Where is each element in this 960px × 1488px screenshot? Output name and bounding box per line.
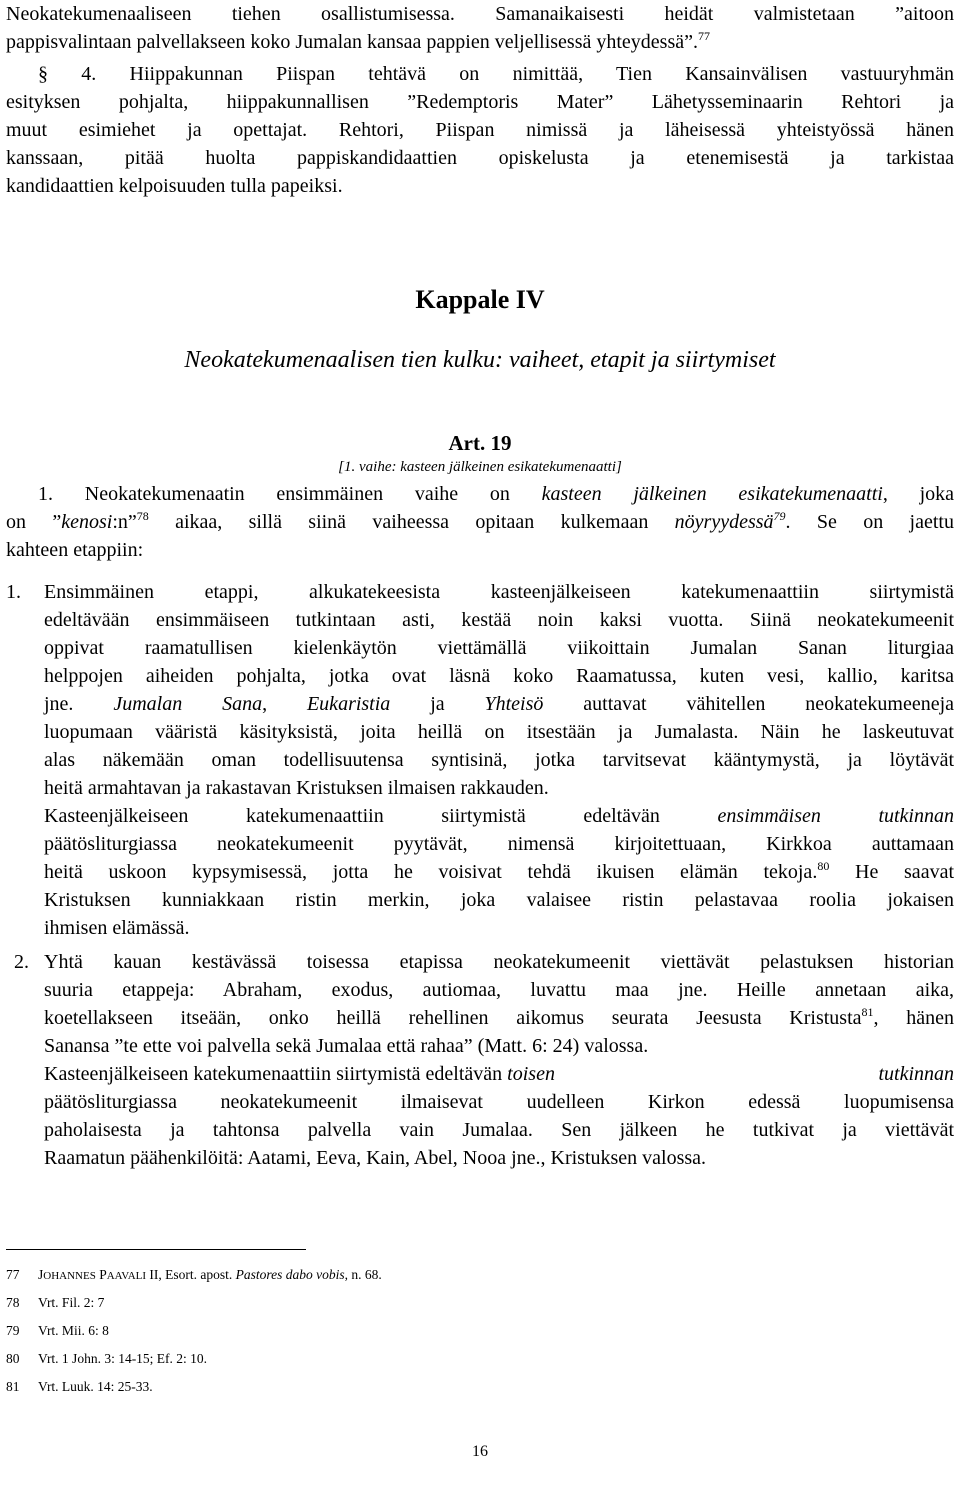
footnote-separator bbox=[6, 1249, 306, 1250]
section4-line: kandidaattien kelpoisuuden tulla papeiksi. bbox=[6, 175, 343, 197]
footnote-text: Vrt. Mii. 6: 8 bbox=[38, 1323, 109, 1338]
para1-line: 1. Neokatekumenaatin ensimmäinen vaihe on kasteen jälkeinen esikatekumenaatti, joka bbox=[38, 483, 954, 505]
section4-line: muut esimiehet ja opettajat. Rehtori, Piispan nimissä ja läheisessä yhteistyössä hänen bbox=[6, 119, 954, 141]
item1-line: Kristuksen kunniakkaan ristin merkin, joka valaisee ristin pelastavaa roolia jokaisen bbox=[44, 889, 954, 911]
continuation-line-1: Neokatekumenaaliseen tiehen osallistumisessa. Samanaikaisesti heidät valmistetaan ”aitoon bbox=[6, 3, 954, 25]
article-subtitle: [1. vaihe: kasteen jälkeinen esikatekumenaatti] bbox=[338, 459, 622, 475]
item2-line: koetellakseen itseään, onko heillä rehellinen aikomus seurata Jeesusta Kristusta$^{81}$, hänen bbox=[44, 1005, 954, 1029]
page-number: 16 bbox=[472, 1443, 488, 1460]
footnote-number: 81 bbox=[6, 1379, 20, 1394]
article-title: Art. 19 bbox=[448, 431, 512, 455]
item1-line: helppojen aiheiden pohjalta, jotka ovat läsnä koko Raamatussa, kuten vesi, kallio, karitsa bbox=[44, 665, 954, 687]
item2-line: Raamatun päähenkilöitä: Aatami, Eeva, Kain, Abel, Nooa jne., Kristuksen valossa. bbox=[44, 1147, 707, 1169]
list-number-1: 1. bbox=[6, 581, 21, 603]
continuation-line-2: pappisvalintaan palvellakseen koko Jumalan kansaa pappien veljellisessä yhteydessä”.$^{77}$ bbox=[6, 29, 711, 53]
item1-line: ihmisen elämässä. bbox=[44, 917, 190, 939]
section4-line: § 4. Hiippakunnan Piispan tehtävä on nimittää, Tien Kansainvälisen vastuuryhmän bbox=[38, 63, 954, 85]
footnote-ref-78[interactable]: 78 bbox=[136, 509, 149, 523]
item2-line: Yhtä kauan kestävässä toisessa etapissa neokatekumeenit viettävät pelastuksen historian bbox=[44, 951, 954, 973]
item2-line: paholaisesta ja tahtonsa palvella vain Jumalaa. Sen jälkeen he tutkivat ja viettävät bbox=[44, 1119, 954, 1141]
footnote-ref-80[interactable]: 80 bbox=[817, 859, 830, 873]
footnote-number: 79 bbox=[6, 1323, 20, 1338]
footnote-ref-81[interactable]: 81 bbox=[861, 1005, 874, 1019]
item1-line: alas näkemään oman todellisuutensa syntisinä, jotka tarvitsevat kääntymystä, ja löytävät bbox=[44, 749, 954, 771]
item1-line: luopumaan vääristä käsityksistä, joita heillä on itsestään ja Jumalasta. Näin he laskeutuvat bbox=[44, 721, 954, 743]
footnote-text: JOHANNES PAAVALI II, Esort. apost. Pastores dabo vobis, n. 68. bbox=[38, 1267, 382, 1282]
item1-line: Kasteenjälkeiseen katekumenaattiin siirtymistä edeltävän ensimmäisen tutkinnan bbox=[44, 805, 954, 827]
footnote-text: Vrt. 1 John. 3: 14-15; Ef. 2: 10. bbox=[38, 1351, 208, 1366]
item2-line: Kasteenjälkeiseen katekumenaattiin siirtymistä edeltävän toisen tutkinnan bbox=[44, 1063, 954, 1085]
item2-line: Sanansa ”te ette voi palvella sekä Jumalaa että rahaa” (Matt. 6: 24) valossa. bbox=[44, 1035, 649, 1057]
para1-line: kahteen etappiin: bbox=[6, 539, 144, 561]
footnote-ref-79[interactable]: 79 bbox=[773, 509, 786, 523]
para1-line: on ”kenosi:n”$^{78}$ aikaa, sillä siinä vaiheessa opitaan kulkemaan nöyryydessä$^{79}$. Se on jaettu bbox=[6, 509, 954, 533]
item1-line: heitä uskoon kypsymisessä, jotta he voisivat tehdä ikuisen elämän tekoja.$^{80}$ He saavat bbox=[44, 859, 954, 883]
item2-line: suuria etappeja: Abraham, exodus, autiomaa, luvattu maa jne. Heille annetaan aika, bbox=[44, 979, 954, 1001]
item1-line: Ensimmäinen etappi, alkukatekeesista kasteenjälkeiseen katekumenaattiin siirtymistä bbox=[44, 581, 954, 603]
chapter-title: Kappale IV bbox=[415, 285, 545, 314]
item1-line: jne. Jumalan Sana, Eukaristia ja Yhteisö auttavat vähitellen neokatekumeeneja bbox=[44, 693, 955, 715]
item1-line: päätösliturgiassa neokatekumeenit pyytävät, nimensä kirjoitettuaan, Kirkkoa auttamaan bbox=[44, 833, 954, 855]
footnote-text: Vrt. Luuk. 14: 25-33. bbox=[38, 1379, 153, 1394]
item1-line: heitä armahtavan ja rakastavan Kristuksen ilmaisen rakkauden. bbox=[44, 777, 549, 799]
footnote-number: 80 bbox=[6, 1351, 20, 1366]
list-number-2: 2. bbox=[14, 951, 29, 973]
item1-line: edeltävään ensimmäiseen tutkintaan asti, kestää noin kaksi vuotta. Siinä neokatekumeenit bbox=[44, 609, 954, 631]
chapter-subtitle: Neokatekumenaalisen tien kulku: vaiheet, etapit ja siirtymiset bbox=[184, 347, 776, 373]
section4-line: kanssaan, pitää huolta pappiskandidaattien opiskelusta ja etenemisestä ja tarkistaa bbox=[6, 147, 954, 169]
footnote-number: 77 bbox=[6, 1267, 20, 1282]
footnote-number: 78 bbox=[6, 1295, 20, 1310]
item1-line: oppivat raamatullisen kielenkäytön viettämällä viikoittain Jumalan Sanan liturgiaa bbox=[44, 637, 954, 659]
section4-line: esityksen pohjalta, hiippakunnallisen ”Redemptoris Mater” Lähetysseminaarin Rehtori ja bbox=[6, 91, 954, 113]
item2-line: päätösliturgiassa neokatekumeenit ilmaisevat uudelleen Kirkon edessä luopumisensa bbox=[44, 1091, 954, 1113]
footnote-ref-77[interactable]: 77 bbox=[698, 29, 711, 43]
footnote-text: Vrt. Fil. 2: 7 bbox=[38, 1295, 105, 1310]
